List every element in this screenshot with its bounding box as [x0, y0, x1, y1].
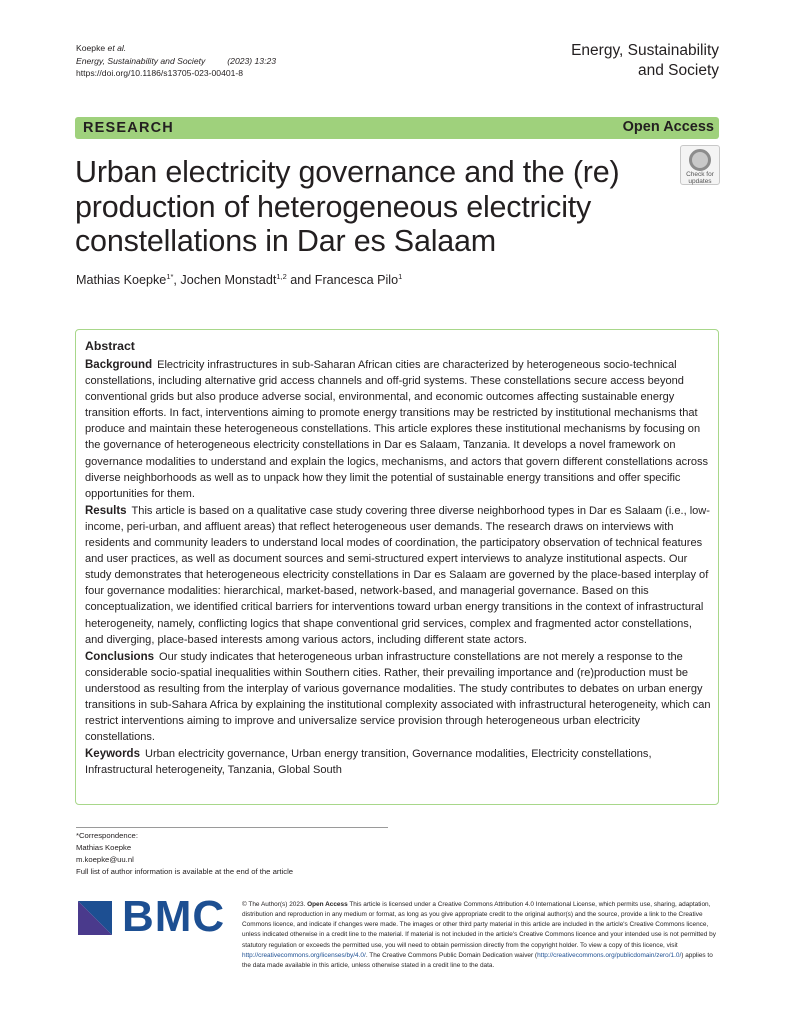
- abstract-results: [85, 503, 712, 648]
- copyright-notice: © The Author(s) 2023.: [242, 901, 306, 908]
- open-access-label: Open Access: [622, 119, 714, 135]
- section-label: RESEARCH: [83, 120, 174, 136]
- license-text-3: ) applies to the data made available in this article, unless otherwise stated in a credit line to the data.: [242, 951, 713, 969]
- footnote-divider: [76, 827, 388, 828]
- title-line1: Urban electricity governance and the (re): [75, 155, 620, 189]
- header-et-al: et al.: [107, 43, 127, 53]
- license-text-1: This article is licensed under a Creative Commons Attribution 4.0 International License, which permits use, sharing, adaptation, distribution and reproduction in any medium or format, as long as you give appropriate credit to the original author(s) and the source, provide a link to the Creative Commons licence, and indicate if changes were made. The images or other third party material in this article are included in the article's Creative Commons licence, unless indicated otherwise in a credit line to the material. If material is not included in the article's Creative Commons licence and your intended use is not permitted by statutory regulation or exceeds the permitted use, you will need to obtain permission directly from the copyright holder. To view a copy of this licence, visit: [242, 901, 716, 949]
- author-name[interactable]: Mathias Koepke: [76, 273, 167, 287]
- bmc-logo-icon: [78, 901, 112, 935]
- article-title: [75, 155, 655, 259]
- journal-title: [499, 41, 719, 81]
- affiliation-note: Full list of author information is available at the end of the article: [76, 867, 294, 877]
- bmc-logo-text: BMC: [122, 892, 226, 941]
- correspondence-label: *Correspondence:: [76, 831, 138, 840]
- author-name[interactable]: Francesca Pilo: [314, 273, 399, 287]
- journal-title-line2: and Society: [638, 62, 719, 79]
- updates-line1: Check for: [686, 171, 714, 178]
- keywords-label: Keywords: [85, 748, 140, 761]
- check-for-updates-button[interactable]: [680, 145, 720, 185]
- license-text-2: . The Creative Commons Public Domain Dedication waiver (: [365, 951, 538, 959]
- abstract-conclusions: [85, 649, 712, 746]
- abstract-heading: Abstract: [85, 339, 135, 353]
- author-affiliation: 1: [398, 272, 403, 281]
- keywords-text: Urban electricity governance, Urban energy transition, Governance modalities, Electricity constellations, Infrastructural heterogeneity, Tanzania, Global South: [85, 748, 652, 777]
- abstract-keywords: [85, 746, 712, 778]
- header-doi[interactable]: https://doi.org/10.1186/s13705-023-00401-8: [76, 68, 244, 79]
- title-line2: production of heterogeneous electricity: [75, 189, 592, 224]
- correspondence-name: Mathias Koepke: [76, 843, 132, 853]
- conclusions-label: Conclusions: [85, 650, 155, 663]
- background-label: Background: [85, 359, 153, 371]
- conclusions-text: Our study indicates that heterogeneous urban infrastructure constellations are not merely a response to the considerable socio-spatial inequalities within Southern cities. Rather, their prevailing importance and (re)production must be understood as resulting from the interplay of various governance modalities. The study contributes to debates on urban energy transitions in sub-Sahara Africa by explaining the institutional complexity associated with infrastructural heterogeneity, which can restrict interventions aiming to improve and universalize service provision through heterogeneous urban electricity constellations.: [85, 650, 711, 744]
- public-domain-link[interactable]: http://creativecommons.org/publicdomain/zero/1.0/: [537, 951, 682, 959]
- license-open-access: Open Access: [307, 901, 348, 908]
- results-text: This article is based on a qualitative case study covering three diverse neighborhood types in Dar es Salaam (i.e., low-income, peri-urban, and affluent areas) that reflect heterogeneous user demands. The research draws on interviews with residents and community leaders to understand local modes of coordination, the participatory observation of technical features and user practices, as well as document sources and semi-structured expert interviews to analyze institutional aspects. Our study demonstrates that heterogeneous electricity constellations in Dar es Salaam are governed by the place-based interplay of four governance modalities: hierarchical, market-based, network-based, and managerial governance. Based on this conceptualization, we identified critical barriers for interventions toward urban energy transitions in the context of infrastructural heterogeneity, namely, conflicting logics that shape conventional grid services, complex and fragmented actor constellations, and diverging, place-based interests among various actors, including different state actors.: [85, 504, 710, 646]
- research-banner: [75, 117, 719, 139]
- header-authors: [76, 42, 276, 55]
- check-for-updates-icon: [689, 149, 711, 171]
- header-journal: Energy, Sustainability and Society: [76, 55, 206, 66]
- check-for-updates-label: [681, 172, 719, 185]
- header-citation: [76, 55, 276, 68]
- author-affiliation: 1,2: [276, 272, 287, 281]
- header-author: Koepke: [76, 43, 106, 53]
- author-separator: ,: [173, 273, 181, 287]
- updates-line2: updates: [688, 177, 712, 185]
- bmc-logo: [78, 892, 226, 941]
- author-affiliation: 1*: [166, 272, 174, 281]
- license-statement: [242, 900, 720, 971]
- running-header: [76, 42, 276, 80]
- title-line3: constellations in Dar es Salaam: [75, 224, 497, 258]
- background-text: Electricity infrastructures in sub-Saharan African cities are characterized by heterogeneous socio-technical constellations, including alternative grid access channels and off-grid systems. These constellations secure access beyond conventional grids but also produce adverse social, environmental, and economic outcomes affecting sustainable energy transition efforts. In fact, interventions aiming to promote energy transitions may be restricted by institutional mechanisms that produce and maintain these heterogeneous constellations. This article explores these institutional mechanisms by focusing on the governance of heterogeneous electricity constellations in Dar es Salaam, Tanzania. It develops a novel framework on governance modalities to understand and explain the logics, mechanisms, and actors that govern different constellations across diverse neighborhoods as well as to unpack how they limit the potential of sustainable energy transitions and offer specific opportunities for them.: [85, 359, 709, 500]
- journal-title-line1: Energy, Sustainability: [571, 42, 719, 59]
- abstract-box: [75, 329, 719, 805]
- author-list: [76, 272, 402, 287]
- correspondence-footnote: [76, 830, 293, 878]
- correspondence-email[interactable]: m.koepke@uu.nl: [76, 855, 134, 865]
- abstract-content: [85, 338, 712, 779]
- abstract-background: [85, 357, 712, 502]
- author-separator: and: [286, 273, 315, 287]
- license-link[interactable]: http://creativecommons.org/licenses/by/4.0/: [242, 951, 366, 959]
- author-name[interactable]: Jochen Monstadt: [180, 273, 277, 287]
- header-volume: (2023) 13:23: [227, 55, 277, 66]
- results-label: Results: [85, 504, 127, 517]
